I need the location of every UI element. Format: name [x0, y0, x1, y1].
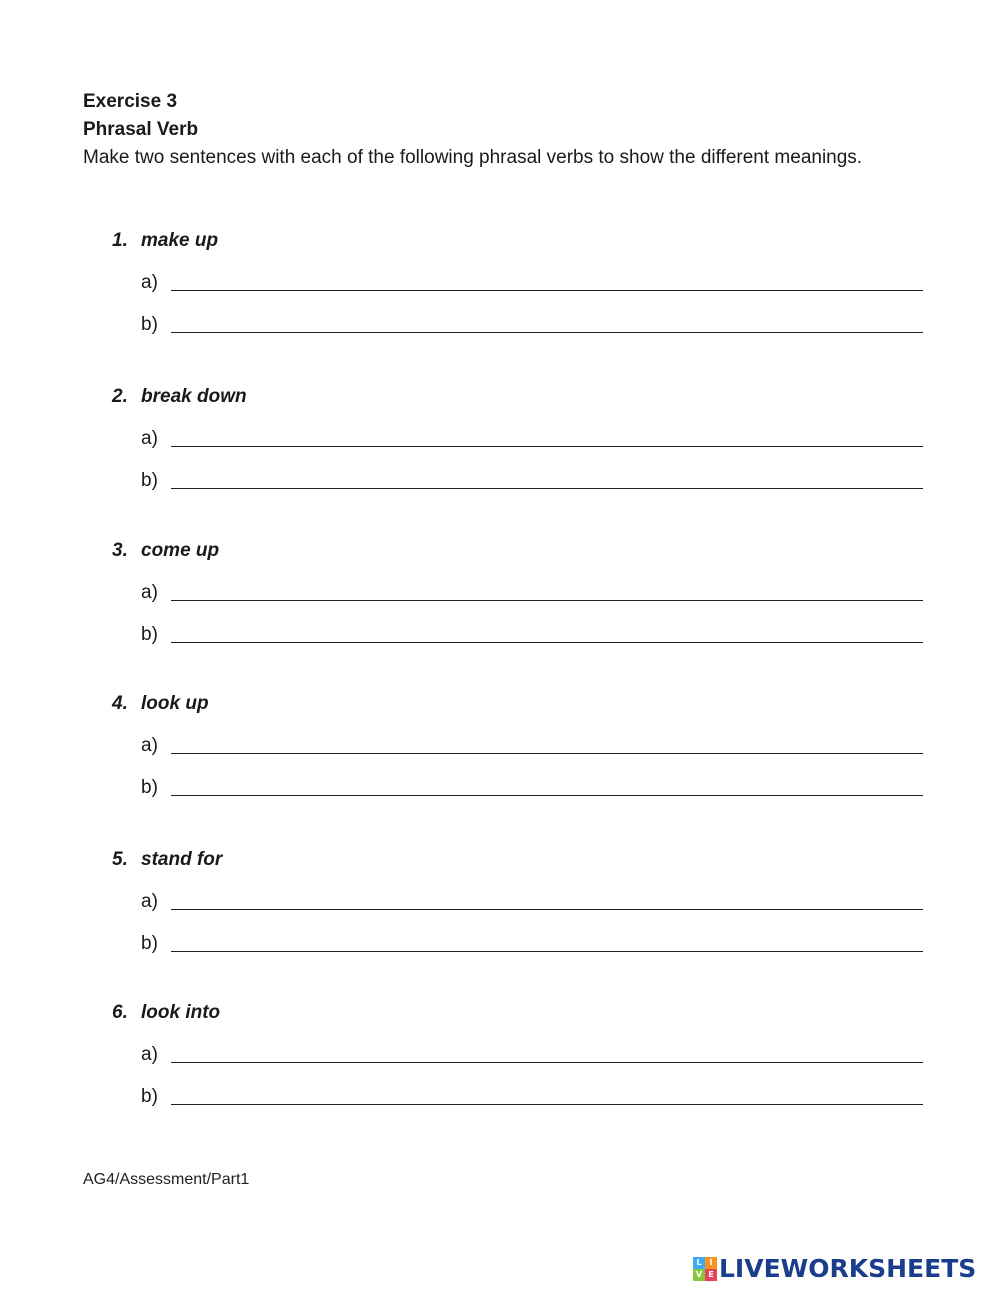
answer-row-a [141, 580, 931, 606]
answer-row-a [141, 270, 931, 296]
phrasal-verb: break down [141, 386, 247, 407]
exercise-instructions: Make two sentences with each of the following phrasal verbs to show the different meanings. [83, 147, 863, 168]
question-heading [112, 228, 218, 254]
answer-input[interactable] [171, 1104, 923, 1105]
answer-label: b) [141, 777, 158, 798]
answer-row-b [141, 775, 931, 801]
question-5 [0, 847, 1000, 977]
answer-label: a) [141, 428, 158, 449]
phrasal-verb: look up [141, 693, 209, 714]
logo-tiles-icon [693, 1257, 717, 1281]
phrasal-verb: stand for [141, 849, 223, 870]
question-heading [112, 847, 222, 873]
exercise-topic: Phrasal Verb [83, 119, 199, 140]
answer-row-b [141, 312, 931, 338]
answer-label: b) [141, 314, 158, 335]
footer-code: AG4/Assessment/Part1 [83, 1171, 250, 1188]
answer-input[interactable] [171, 290, 923, 291]
question-heading [112, 538, 219, 564]
question-3 [0, 538, 1000, 668]
answer-input[interactable] [171, 951, 923, 952]
answer-input[interactable] [171, 642, 923, 643]
answer-label: a) [141, 891, 158, 912]
answer-label: a) [141, 272, 158, 293]
worksheet-header [83, 88, 883, 172]
answer-row-b [141, 468, 931, 494]
logo-tile-v: V [693, 1269, 705, 1281]
answer-input[interactable] [171, 332, 923, 333]
answer-input[interactable] [171, 488, 923, 489]
logo-text: LIVEWORKSHEETS [719, 1254, 977, 1283]
answer-row-a [141, 889, 931, 915]
answer-row-a [141, 1042, 931, 1068]
answer-label: b) [141, 624, 158, 645]
question-2 [0, 384, 1000, 514]
logo-tile-l: L [693, 1257, 705, 1269]
answer-row-b [141, 622, 931, 648]
question-heading [112, 384, 247, 410]
question-number: 4. [112, 693, 128, 714]
phrasal-verb: come up [141, 540, 220, 561]
answer-label: b) [141, 1086, 158, 1107]
question-number: 3. [112, 540, 128, 561]
question-number: 6. [112, 1002, 128, 1023]
answer-input[interactable] [171, 600, 923, 601]
exercise-title: Exercise 3 [83, 91, 178, 112]
answer-input[interactable] [171, 446, 923, 447]
answer-input[interactable] [171, 1062, 923, 1063]
answer-input[interactable] [171, 909, 923, 910]
answer-row-a [141, 426, 931, 452]
answer-row-b [141, 931, 931, 957]
question-number: 1. [112, 230, 128, 251]
answer-row-a [141, 733, 931, 759]
question-4 [0, 691, 1000, 821]
answer-label: a) [141, 735, 158, 756]
question-number: 2. [112, 386, 128, 407]
liveworksheets-logo [693, 1254, 976, 1284]
phrasal-verb: look into [141, 1002, 221, 1023]
question-heading [112, 691, 209, 717]
logo-tile-i: I [705, 1257, 717, 1269]
question-1 [0, 228, 1000, 358]
answer-label: a) [141, 582, 158, 603]
question-6 [0, 1000, 1000, 1130]
answer-input[interactable] [171, 753, 923, 754]
question-heading [112, 1000, 220, 1026]
answer-label: b) [141, 470, 158, 491]
answer-label: a) [141, 1044, 158, 1065]
logo-tile-e: E [705, 1269, 717, 1281]
phrasal-verb: make up [141, 230, 219, 251]
answer-input[interactable] [171, 795, 923, 796]
question-number: 5. [112, 849, 128, 870]
answer-label: b) [141, 933, 158, 954]
answer-row-b [141, 1084, 931, 1110]
